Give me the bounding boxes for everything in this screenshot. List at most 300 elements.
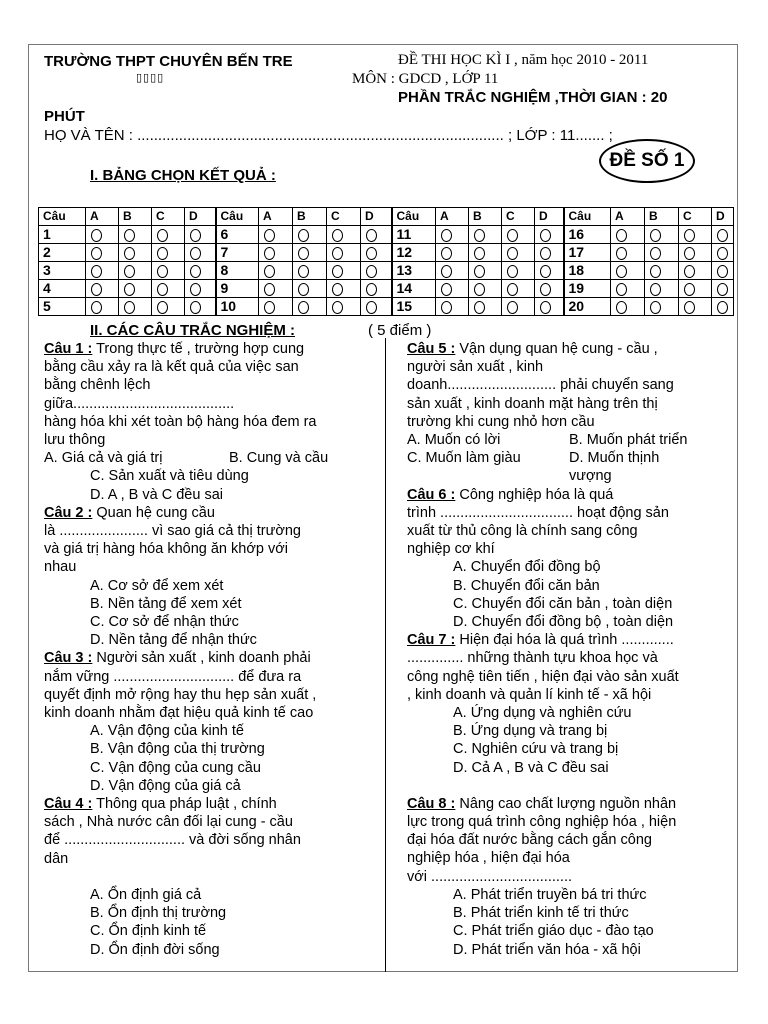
answer-bubble-cell[interactable] [502, 298, 535, 316]
answer-bubble[interactable] [190, 265, 201, 278]
answer-option[interactable]: A. Vận động của kinh tế [90, 723, 244, 740]
answer-option-cont: vượng [569, 468, 612, 485]
header-cell: Câu [564, 208, 611, 226]
question-number-cell: 11 [392, 226, 436, 244]
answer-bubble[interactable] [91, 265, 102, 278]
answer-bubble[interactable] [717, 283, 728, 296]
header-cell: Câu [392, 208, 436, 226]
question-number-cell: 8 [216, 262, 259, 280]
answer-option[interactable]: D. Nền tảng để nhận thức [90, 632, 257, 649]
answer-bubble[interactable] [507, 265, 518, 278]
answer-bubble-cell[interactable] [152, 244, 185, 262]
answer-bubble-cell[interactable] [535, 262, 564, 280]
answer-bubble[interactable] [507, 283, 518, 296]
answer-table-header [39, 208, 734, 226]
question-line: dân [44, 850, 69, 867]
question-number-cell: 16 [564, 226, 611, 244]
header-cell: B [469, 208, 502, 226]
answer-bubble[interactable] [650, 247, 661, 260]
questions-left-column [44, 340, 380, 959]
answer-row [407, 449, 733, 467]
answer-bubble-cell[interactable] [469, 244, 502, 262]
answer-option[interactable]: A. Chuyển đổi đồng bộ [453, 559, 601, 576]
answer-row [44, 449, 380, 467]
answer-bubble[interactable] [264, 265, 275, 278]
answer-bubble[interactable] [366, 265, 377, 278]
question-text: Hiện đại hóa là quá trình ............. [455, 632, 674, 649]
answer-option[interactable]: A. Muốn có lời [407, 432, 501, 449]
question-number-cell: 15 [392, 298, 436, 316]
question-number-cell: 7 [216, 244, 259, 262]
answer-option[interactable]: D. Phát triển văn hóa - xã hội [453, 941, 641, 958]
answer-bubble[interactable] [157, 283, 168, 296]
question-line: nghiệp cơ khí [407, 541, 495, 558]
header-cell: D [535, 208, 564, 226]
answer-bubble-cell[interactable] [645, 244, 679, 262]
answer-option[interactable]: C. Nghiên cứu và trang bị [453, 741, 619, 758]
answer-bubble-cell[interactable] [535, 244, 564, 262]
answer-bubble[interactable] [684, 229, 695, 242]
answer-bubble-cell[interactable] [119, 226, 152, 244]
answer-bubble-cell[interactable] [535, 298, 564, 316]
answer-bubble[interactable] [298, 301, 309, 314]
header-cell: B [119, 208, 152, 226]
part-time: PHẦN TRẮC NGHIỆM ,THỜI GIAN : 20 [398, 89, 668, 106]
question-2-stem [44, 504, 380, 522]
answer-bubble[interactable] [474, 301, 485, 314]
answer-bubble-cell[interactable] [679, 298, 712, 316]
answer-bubble[interactable] [540, 229, 551, 242]
answer-bubble[interactable] [717, 229, 728, 242]
answer-bubble[interactable] [264, 283, 275, 296]
answer-bubble[interactable] [157, 301, 168, 314]
question-line: trình ................................. hoạt động sản [407, 504, 669, 521]
answer-bubble-cell[interactable] [502, 280, 535, 298]
column-divider [385, 338, 386, 972]
answer-bubble-cell[interactable] [436, 226, 469, 244]
answer-bubble[interactable] [124, 265, 135, 278]
part-time-cont: PHÚT [44, 108, 85, 125]
answer-bubble-cell[interactable] [327, 298, 361, 316]
answer-bubble[interactable] [190, 229, 201, 242]
answer-option[interactable]: A. Ổn định giá cả [90, 886, 202, 903]
answer-bubble[interactable] [616, 301, 627, 314]
answer-option[interactable]: D. Chuyển đổi đồng bộ , toàn diện [453, 614, 674, 631]
answer-bubble-cell[interactable] [293, 244, 327, 262]
answer-bubble-cell[interactable] [611, 298, 645, 316]
answer-bubble-cell[interactable] [436, 262, 469, 280]
answer-bubble[interactable] [474, 247, 485, 260]
answer-bubble-cell[interactable] [436, 298, 469, 316]
answer-bubble-cell[interactable] [119, 298, 152, 316]
answer-bubble-cell[interactable] [712, 244, 734, 262]
answer-bubble-cell[interactable] [119, 244, 152, 262]
answer-bubble[interactable] [366, 301, 377, 314]
answer-bubble[interactable] [157, 247, 168, 260]
answer-bubble[interactable] [616, 265, 627, 278]
header-cell: C [152, 208, 185, 226]
question-line: và giá trị hàng hóa không ăn khớp với [44, 541, 288, 558]
answer-bubble-cell[interactable] [436, 280, 469, 298]
answer-bubble[interactable] [124, 229, 135, 242]
answer-sheet-table [38, 207, 734, 316]
answer-bubble-cell[interactable] [679, 280, 712, 298]
answer-bubble-cell[interactable] [185, 262, 216, 280]
header-cell: B [293, 208, 327, 226]
answer-bubble-cell[interactable] [436, 244, 469, 262]
answer-bubble[interactable] [366, 229, 377, 242]
answer-bubble-cell[interactable] [86, 244, 119, 262]
answer-bubble-cell[interactable] [469, 280, 502, 298]
header-cell: Câu [216, 208, 259, 226]
answer-bubble[interactable] [157, 229, 168, 242]
answer-bubble-cell[interactable] [712, 280, 734, 298]
answer-bubble[interactable] [190, 301, 201, 314]
answer-bubble[interactable] [441, 247, 452, 260]
question-line: đại hóa đất nước bằng cách gắn công [407, 832, 652, 849]
answer-bubble-cell[interactable] [86, 280, 119, 298]
answer-option[interactable]: B. Muốn phát triển [569, 432, 688, 449]
blank-line [407, 777, 733, 795]
answer-bubble[interactable] [717, 301, 728, 314]
header-cell: D [361, 208, 392, 226]
question-6-stem [407, 486, 733, 504]
answer-bubble-cell[interactable] [259, 226, 293, 244]
question-8-stem [407, 795, 733, 813]
answer-option[interactable]: C. Cơ sở để nhận thức [90, 614, 239, 631]
header-cell: A [611, 208, 645, 226]
answer-bubble-cell[interactable] [327, 244, 361, 262]
answer-bubble[interactable] [507, 229, 518, 242]
answer-bubble[interactable] [332, 247, 343, 260]
exam-title: ĐỀ THI HỌC KÌ I , năm học 2010 - 2011 [398, 52, 649, 68]
question-number-cell: 13 [392, 262, 436, 280]
question-line: doanh........................... phải chuyển sang [407, 377, 674, 394]
answer-bubble[interactable] [650, 229, 661, 242]
question-line: trường khi cung nhỏ hơn cầu [407, 413, 595, 430]
question-number-cell: 9 [216, 280, 259, 298]
answer-bubble[interactable] [366, 247, 377, 260]
question-label: Câu 3 : [44, 650, 93, 667]
answer-bubble-cell[interactable] [611, 226, 645, 244]
answer-bubble-cell[interactable] [502, 262, 535, 280]
answer-bubble-cell[interactable] [119, 262, 152, 280]
question-1-stem [44, 340, 380, 358]
question-number-cell: 6 [216, 226, 259, 244]
header-cell: Câu [39, 208, 86, 226]
question-line: .............. những thành tựu khoa học và [407, 650, 658, 667]
answer-bubble[interactable] [650, 265, 661, 278]
answer-bubble-cell[interactable] [327, 226, 361, 244]
answer-bubble[interactable] [264, 229, 275, 242]
answer-bubble-cell[interactable] [712, 298, 734, 316]
header-cell: B [645, 208, 679, 226]
answer-option[interactable]: D. Vận động của giá cả [90, 777, 241, 794]
student-name-line: HỌ VÀ TÊN : ........................................................................................ ; LỚP : 11....... ; [44, 127, 613, 144]
answer-bubble[interactable] [616, 283, 627, 296]
answer-bubble-cell[interactable] [259, 262, 293, 280]
answer-bubble[interactable] [332, 283, 343, 296]
answer-option[interactable]: B. Ứng dụng và trang bị [453, 723, 608, 740]
answer-bubble[interactable] [91, 229, 102, 242]
question-label: Câu 1 : [44, 341, 93, 357]
answer-option[interactable]: A. Cơ sở để xem xét [90, 577, 224, 594]
answer-bubble[interactable] [91, 283, 102, 296]
answer-bubble[interactable] [332, 265, 343, 278]
answer-bubble[interactable] [441, 265, 452, 278]
question-number-cell: 18 [564, 262, 611, 280]
header-cell: A [86, 208, 119, 226]
answer-bubble-cell[interactable] [259, 244, 293, 262]
answer-option[interactable]: C. Ổn định kinh tế [90, 923, 207, 940]
answer-bubble[interactable] [717, 247, 728, 260]
question-line: xuất từ thủ công là chính sang công [407, 523, 638, 540]
answer-bubble-cell[interactable] [259, 280, 293, 298]
answer-option[interactable]: B. Ổn định thị trường [90, 905, 227, 922]
question-label: Câu 4 : [44, 796, 93, 813]
question-line: nhau [44, 559, 77, 576]
question-line: sản xuất , kinh doanh mặt hàng trên thị [407, 395, 658, 412]
question-line: giữa........................................ [44, 395, 235, 412]
question-line: người sản xuất , kinh [407, 359, 544, 376]
answer-bubble-cell[interactable] [712, 262, 734, 280]
answer-bubble[interactable] [684, 301, 695, 314]
answer-bubble-cell[interactable] [679, 244, 712, 262]
answer-bubble-cell[interactable] [712, 226, 734, 244]
answer-bubble-cell[interactable] [361, 298, 392, 316]
header-cell: C [679, 208, 712, 226]
section-1-title: I. BẢNG CHỌN KẾT QUẢ : [90, 167, 276, 184]
answer-bubble[interactable] [298, 247, 309, 260]
answer-bubble[interactable] [264, 301, 275, 314]
question-number-cell: 4 [39, 280, 86, 298]
answer-bubble-cell[interactable] [679, 262, 712, 280]
answer-bubble-cell[interactable] [611, 244, 645, 262]
question-number-cell: 2 [39, 244, 86, 262]
subject-line: MÔN : GDCD , LỚP 11 [352, 71, 499, 87]
answer-bubble-cell[interactable] [86, 226, 119, 244]
school-name: TRƯỜNG THPT CHUYÊN BẾN TRE [44, 53, 293, 70]
answer-bubble-cell[interactable] [293, 280, 327, 298]
answer-bubble[interactable] [507, 301, 518, 314]
answer-bubble[interactable] [124, 283, 135, 296]
answer-bubble-cell[interactable] [361, 226, 392, 244]
question-label: Câu 5 : [407, 341, 456, 357]
header-cell: A [259, 208, 293, 226]
answer-bubble[interactable] [441, 283, 452, 296]
question-text: Quan hệ cung cầu [92, 504, 215, 521]
question-line: bằng chênh lệch [44, 377, 151, 394]
answer-bubble-cell[interactable] [293, 226, 327, 244]
answer-bubble-cell[interactable] [259, 298, 293, 316]
answer-bubble-cell[interactable] [185, 280, 216, 298]
exam-code-oval: ĐỀ SỐ 1 [599, 139, 695, 183]
answer-bubble-cell[interactable] [679, 226, 712, 244]
question-number-cell: 19 [564, 280, 611, 298]
answer-bubble-cell[interactable] [535, 226, 564, 244]
answer-option[interactable]: A. Phát triển truyền bá tri thức [453, 886, 647, 903]
question-label: Câu 8 : [407, 795, 456, 812]
answer-option[interactable]: B. Vận động của thị trường [90, 741, 265, 758]
header-cell: D [185, 208, 216, 226]
answer-bubble[interactable] [507, 247, 518, 260]
answer-bubble[interactable] [332, 229, 343, 242]
question-line: lưu thông [44, 432, 106, 449]
answer-option[interactable]: C. Sản xuất và tiêu dùng [90, 468, 249, 485]
answer-bubble-cell[interactable] [185, 226, 216, 244]
answer-bubble[interactable] [717, 265, 728, 278]
answer-option[interactable]: D. Muốn thịnh [569, 450, 660, 467]
header-cell: C [327, 208, 361, 226]
answer-bubble-cell[interactable] [611, 262, 645, 280]
answer-option[interactable]: C. Chuyển đổi căn bản , toàn diện [453, 595, 673, 612]
answer-bubble-cell[interactable] [361, 280, 392, 298]
answer-bubble[interactable] [190, 283, 201, 296]
question-text: Trong thực tế , trường hợp cung [92, 341, 305, 357]
question-number-cell: 17 [564, 244, 611, 262]
answer-bubble-cell[interactable] [152, 262, 185, 280]
answer-bubble[interactable] [474, 229, 485, 242]
answer-bubble-cell[interactable] [152, 280, 185, 298]
answer-option[interactable]: B. Cung và cầu [229, 450, 329, 467]
question-number-cell: 14 [392, 280, 436, 298]
answer-bubble-cell[interactable] [535, 280, 564, 298]
answer-bubble-cell[interactable] [327, 280, 361, 298]
answer-bubble[interactable] [650, 301, 661, 314]
answer-bubble[interactable] [298, 283, 309, 296]
answer-bubble[interactable] [540, 283, 551, 296]
question-line: quyết định mở rộng hay thu hẹp sản xuất , [44, 686, 317, 703]
answer-bubble[interactable] [684, 265, 695, 278]
question-number-cell: 5 [39, 298, 86, 316]
answer-bubble-cell[interactable] [645, 280, 679, 298]
question-line: nghiệp hóa , hiện đại hóa [407, 850, 570, 867]
question-label: Câu 2 : [44, 504, 93, 521]
question-line: hàng hóa khi xét toàn bộ hàng hóa đem ra [44, 413, 317, 430]
answer-bubble[interactable] [91, 301, 102, 314]
answer-bubble-cell[interactable] [152, 298, 185, 316]
answer-bubble[interactable] [157, 265, 168, 278]
answer-bubble[interactable] [540, 247, 551, 260]
question-number-cell: 1 [39, 226, 86, 244]
answer-bubble-cell[interactable] [185, 244, 216, 262]
answer-bubble-cell[interactable] [86, 262, 119, 280]
answer-bubble-cell[interactable] [185, 298, 216, 316]
answer-bubble[interactable] [124, 247, 135, 260]
answer-option[interactable]: B. Chuyển đổi căn bản [453, 577, 600, 594]
answer-bubble-cell[interactable] [152, 226, 185, 244]
question-line: công nghệ tiên tiến , hiện đại vào sản xuất [407, 668, 679, 685]
answer-bubble[interactable] [332, 301, 343, 314]
section-2-points: ( 5 điểm ) [368, 322, 432, 339]
question-text: Vận dụng quan hệ cung - cầu , [455, 341, 658, 357]
answer-bubble[interactable] [684, 283, 695, 296]
answer-option[interactable]: D. Ổn định đời sống [90, 941, 220, 958]
answer-option[interactable]: C. Phát triển giáo dục - đào tạo [453, 923, 654, 940]
question-7-stem [407, 631, 733, 649]
answer-bubble-cell[interactable] [86, 298, 119, 316]
answer-bubble[interactable] [298, 229, 309, 242]
answer-bubble[interactable] [264, 247, 275, 260]
answer-bubble[interactable] [190, 247, 201, 260]
answer-option[interactable]: A. Ứng dụng và nghiên cứu [453, 705, 632, 722]
question-3-stem [44, 649, 380, 667]
question-5-stem [407, 340, 733, 358]
answer-option[interactable]: D. Cả A , B và C đều sai [453, 759, 609, 776]
answer-bubble-cell[interactable] [469, 262, 502, 280]
answer-bubble[interactable] [474, 283, 485, 296]
question-line: lực trong quá trình công nghiệp hóa , hiện [407, 814, 677, 831]
question-line: bằng cầu xảy ra là kết quả của việc san [44, 359, 299, 376]
answer-bubble[interactable] [616, 229, 627, 242]
answer-bubble-cell[interactable] [502, 244, 535, 262]
answer-bubble[interactable] [441, 301, 452, 314]
question-text: Người sản xuất , kinh doanh phải [92, 650, 311, 667]
answer-option[interactable]: C. Muốn làm giàu [407, 450, 521, 467]
answer-bubble[interactable] [91, 247, 102, 260]
answer-bubble-cell[interactable] [361, 244, 392, 262]
answer-row [39, 244, 734, 262]
question-text: Nâng cao chất lượng nguồn nhân [455, 795, 677, 812]
answer-bubble[interactable] [298, 265, 309, 278]
section-2-title: II. CÁC CÂU TRẮC NGHIỆM : [90, 322, 295, 339]
answer-bubble-cell[interactable] [293, 262, 327, 280]
answer-option[interactable]: A. Giá cả và giá trị [44, 450, 163, 467]
answer-bubble-cell[interactable] [645, 262, 679, 280]
question-4-stem [44, 795, 380, 813]
header-cell: A [436, 208, 469, 226]
answer-row [407, 431, 733, 449]
header-cell: C [502, 208, 535, 226]
answer-bubble-cell[interactable] [327, 262, 361, 280]
answer-bubble-cell[interactable] [361, 262, 392, 280]
question-line: kinh doanh nhằm đạt hiệu quả kinh tế cao [44, 705, 314, 722]
blank-line [44, 868, 380, 886]
answer-bubble-cell[interactable] [469, 298, 502, 316]
answer-bubble-cell[interactable] [645, 226, 679, 244]
question-label: Câu 6 : [407, 486, 456, 503]
answer-bubble[interactable] [684, 247, 695, 260]
answer-option[interactable]: B. Phát triển kinh tế tri thức [453, 905, 629, 922]
question-number-cell: 20 [564, 298, 611, 316]
question-line: nắm vững .............................. để đưa ra [44, 668, 302, 685]
question-text: Công nghiệp hóa là quá [455, 486, 614, 503]
ornament-glyphs: ▯▯▯▯ [136, 72, 165, 84]
answer-option[interactable]: D. A , B và C đều sai [90, 486, 223, 503]
answer-bubble-cell[interactable] [502, 226, 535, 244]
answer-bubble-cell[interactable] [645, 298, 679, 316]
answer-bubble-cell[interactable] [293, 298, 327, 316]
answer-bubble[interactable] [616, 247, 627, 260]
answer-bubble[interactable] [650, 283, 661, 296]
answer-bubble[interactable] [540, 301, 551, 314]
answer-bubble[interactable] [124, 301, 135, 314]
answer-bubble[interactable] [441, 229, 452, 242]
questions-right-column [407, 340, 733, 959]
answer-bubble[interactable] [474, 265, 485, 278]
answer-bubble[interactable] [366, 283, 377, 296]
answer-bubble-cell[interactable] [469, 226, 502, 244]
answer-option[interactable]: B. Nền tảng để xem xét [90, 595, 242, 612]
answer-bubble-cell[interactable] [119, 280, 152, 298]
answer-option[interactable]: C. Vận động của cung cầu [90, 759, 261, 776]
question-line: sách , Nhà nước cân đối lại cung - cầu [44, 814, 293, 831]
question-number-cell: 12 [392, 244, 436, 262]
question-number-cell: 10 [216, 298, 259, 316]
answer-bubble-cell[interactable] [611, 280, 645, 298]
answer-row [39, 262, 734, 280]
answer-bubble[interactable] [540, 265, 551, 278]
